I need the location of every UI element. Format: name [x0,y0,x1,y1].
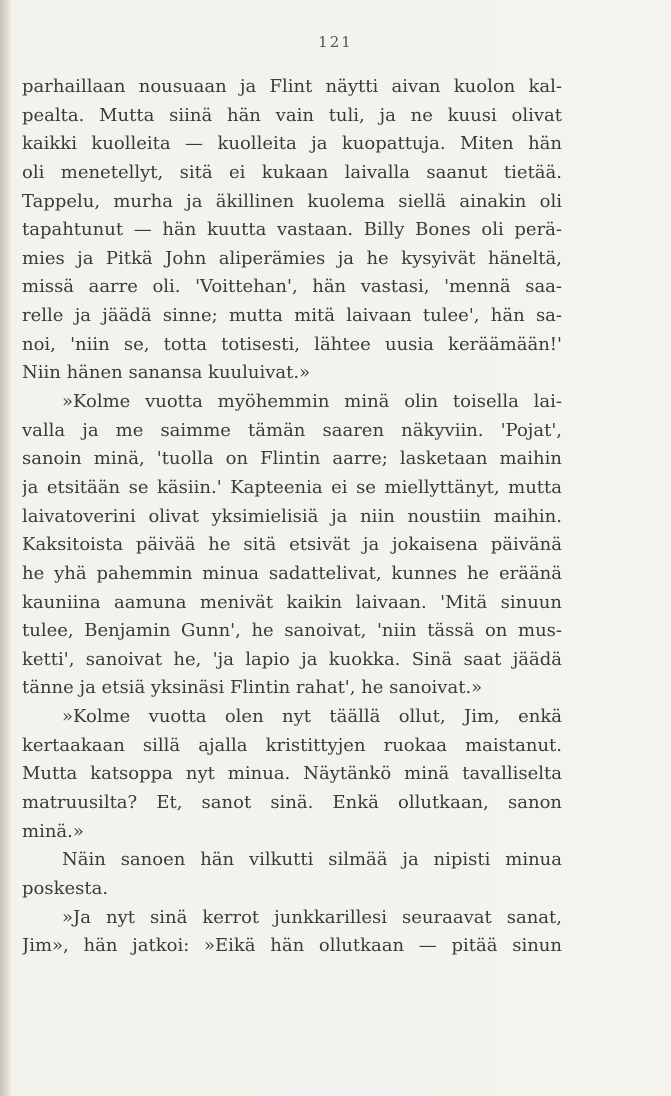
text-line: he yhä pahemmin minua sadattelivat, kunnes he eräänä [22,562,562,584]
text-line: Jim», hän jatkoi: »Eikä hän ollutkaan — pitää sinun [22,935,562,957]
text-line: tulee, Benjamin Gunn', he sanoivat, 'niin tässä on mus- [22,620,562,642]
text-line: parhaillaan nousuaan ja Flint näytti aivan kuolon kal- [22,76,562,97]
text-line: Kaksitoista päivää he sitä etsivät ja jokaisena päivänä [22,534,562,556]
text-line: relle ja jäädä sinne; mutta mitä laivaan tulee', hän sa- [22,305,562,327]
text-line: noi, 'niin se, totta totisesti, lähtee uusia keräämään!' [22,333,562,355]
text-line: poskesta. [22,877,109,899]
text-line: kertaakaan sillä ajalla kristittyjen ruokaa maistanut. [22,734,562,756]
text-line: Mutta katsoppa nyt minua. Näytänkö minä tavalliselta [22,763,562,785]
text-line: ketti', sanoivat he, 'ja lapio ja kuokka. Sinä saat jäädä [22,648,562,670]
text-line: laivatoverini olivat yksimielisiä ja niin noustiin maihin. [22,505,562,527]
text-line: tänne ja etsiä yksinäsi Flintin rahat', he sanoivat.» [22,677,483,699]
text-line: matruusilta? Et, sanot sinä. Enkä ollutkaan, sanon [22,792,562,814]
text-line: oli menetellyt, sitä ei kukaan laivalla saanut tietää. [22,161,562,183]
text-line: sanoin minä, 'tuolla on Flintin aarre; lasketaan maihin [22,448,562,470]
text-line: ja etsitään se käsiin.' Kapteenia ei se miellyttänyt, mutta [22,476,562,498]
text-line: minä.» [22,820,84,842]
text-line: kaikki kuolleita — kuolleita ja kuopattuja. Miten hän [22,133,562,155]
text-line: tapahtunut — hän kuutta vastaan. Billy Bones oli perä- [22,219,562,241]
binding-edge [0,0,10,1096]
page-number: 121 [318,33,353,51]
text-line: pealta. Mutta siinä hän vain tuli, ja ne kuusi olivat [22,104,562,126]
text-line: mies ja Pitkä John aliperämies ja he kysyivät häneltä, [22,247,562,269]
text-line: missä aarre oli. 'Voittehan', hän vastasi, 'mennä saa- [22,276,562,298]
text-line: Näin sanoen hän vilkutti silmää ja nipisti minua [62,849,562,871]
text-line: »Ja nyt sinä kerrot junkkarillesi seuraavat sanat, [62,906,562,928]
text-line: »Kolme vuotta myöhemmin minä olin toisella lai- [62,391,562,413]
text-line: kauniina aamuna menivät kaikin laivaan. 'Mitä sinuun [22,591,562,613]
text-line: Tappelu, murha ja äkillinen kuolema siellä ainakin oli [22,190,562,212]
text-line: valla ja me saimme tämän saaren näkyviin. 'Pojat', [22,419,562,441]
body-text [22,73,562,961]
text-line: Niin hänen sanansa kuuluivat.» [22,362,311,384]
text-line: »Kolme vuotta olen nyt täällä ollut, Jim, enkä [62,706,562,728]
